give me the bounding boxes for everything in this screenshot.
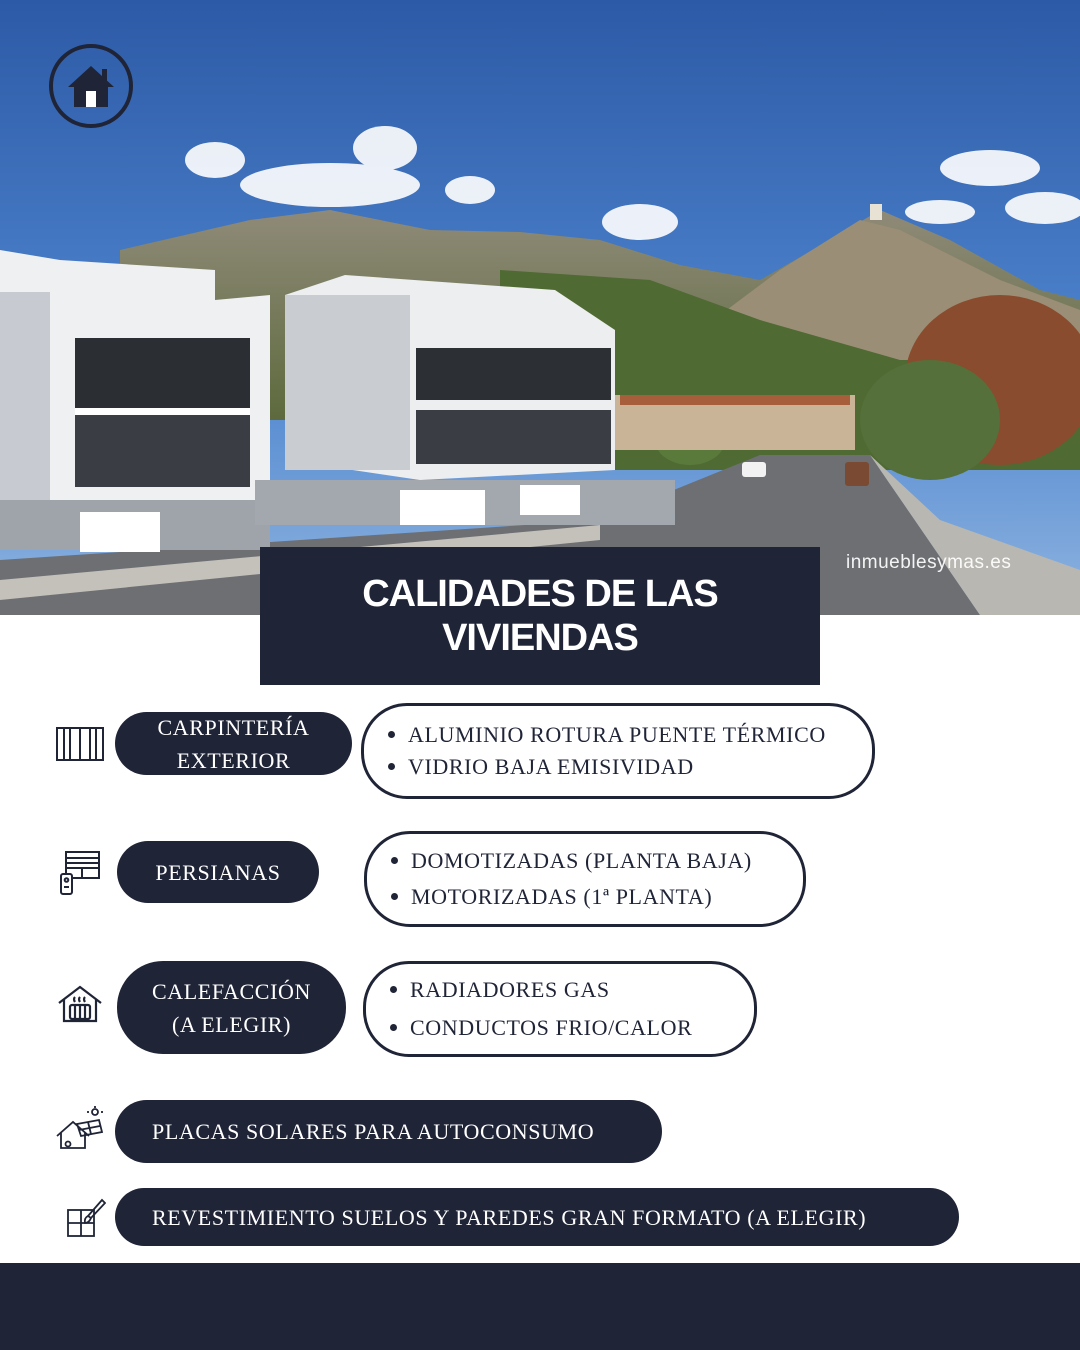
watermark-text: inmueblesymas.es	[846, 552, 1012, 573]
calefaccion-label-pill	[117, 961, 346, 1054]
page-title	[350, 572, 730, 660]
building-landscape-image	[0, 0, 1080, 615]
carpinteria-label-line-1: CARPINTERÍA	[157, 714, 310, 740]
placas-solares-label: PLACAS SOLARES PARA AUTOCONSUMO	[152, 1119, 595, 1144]
list-item: RADIADORES GAS	[410, 971, 692, 1009]
house-heating-icon	[57, 985, 103, 1023]
title-line-1: CALIDADES DE LAS	[362, 573, 718, 615]
list-item: MOTORIZADAS (1ª PLANTA)	[411, 879, 752, 915]
tiles-paint-icon	[66, 1196, 106, 1238]
carpinteria-label-pill	[115, 712, 352, 775]
title-banner	[260, 547, 820, 685]
carpinteria-list	[364, 719, 826, 783]
calefaccion-label-line-2: (A ELEGIR)	[171, 1011, 291, 1037]
placas-solares-pill	[115, 1100, 662, 1163]
revestimiento-pill	[115, 1188, 959, 1246]
title-line-2: VIVIENDAS	[442, 617, 638, 659]
list-item: ALUMINIO ROTURA PUENTE TÉRMICO	[408, 719, 826, 751]
revestimiento-label: REVESTIMIENTO SUELOS Y PAREDES GRAN FORMATO (A ELEGIR)	[152, 1204, 867, 1230]
hero-photo	[0, 0, 1080, 615]
window-icon	[56, 726, 104, 762]
home-icon	[66, 63, 116, 109]
calefaccion-list	[366, 971, 692, 1047]
blinds-remote-icon	[58, 850, 102, 896]
list-item: DOMOTIZADAS (PLANTA BAJA)	[411, 843, 752, 879]
persianas-details	[364, 831, 806, 927]
calefaccion-details	[363, 961, 757, 1057]
list-item: CONDUCTOS FRIO/CALOR	[410, 1009, 692, 1047]
calefaccion-label-line-1: CALEFACCIÓN	[152, 978, 311, 1004]
persianas-label-pill	[117, 841, 319, 903]
persianas-list	[367, 843, 752, 915]
home-badge	[49, 44, 133, 128]
persianas-label: PERSIANAS	[155, 859, 281, 885]
carpinteria-details	[361, 703, 875, 799]
list-item: VIDRIO BAJA EMISIVIDAD	[408, 751, 826, 783]
carpinteria-label-line-2: EXTERIOR	[176, 747, 291, 773]
footer-bar	[0, 1263, 1080, 1350]
solar-panel-house-icon	[55, 1106, 105, 1152]
